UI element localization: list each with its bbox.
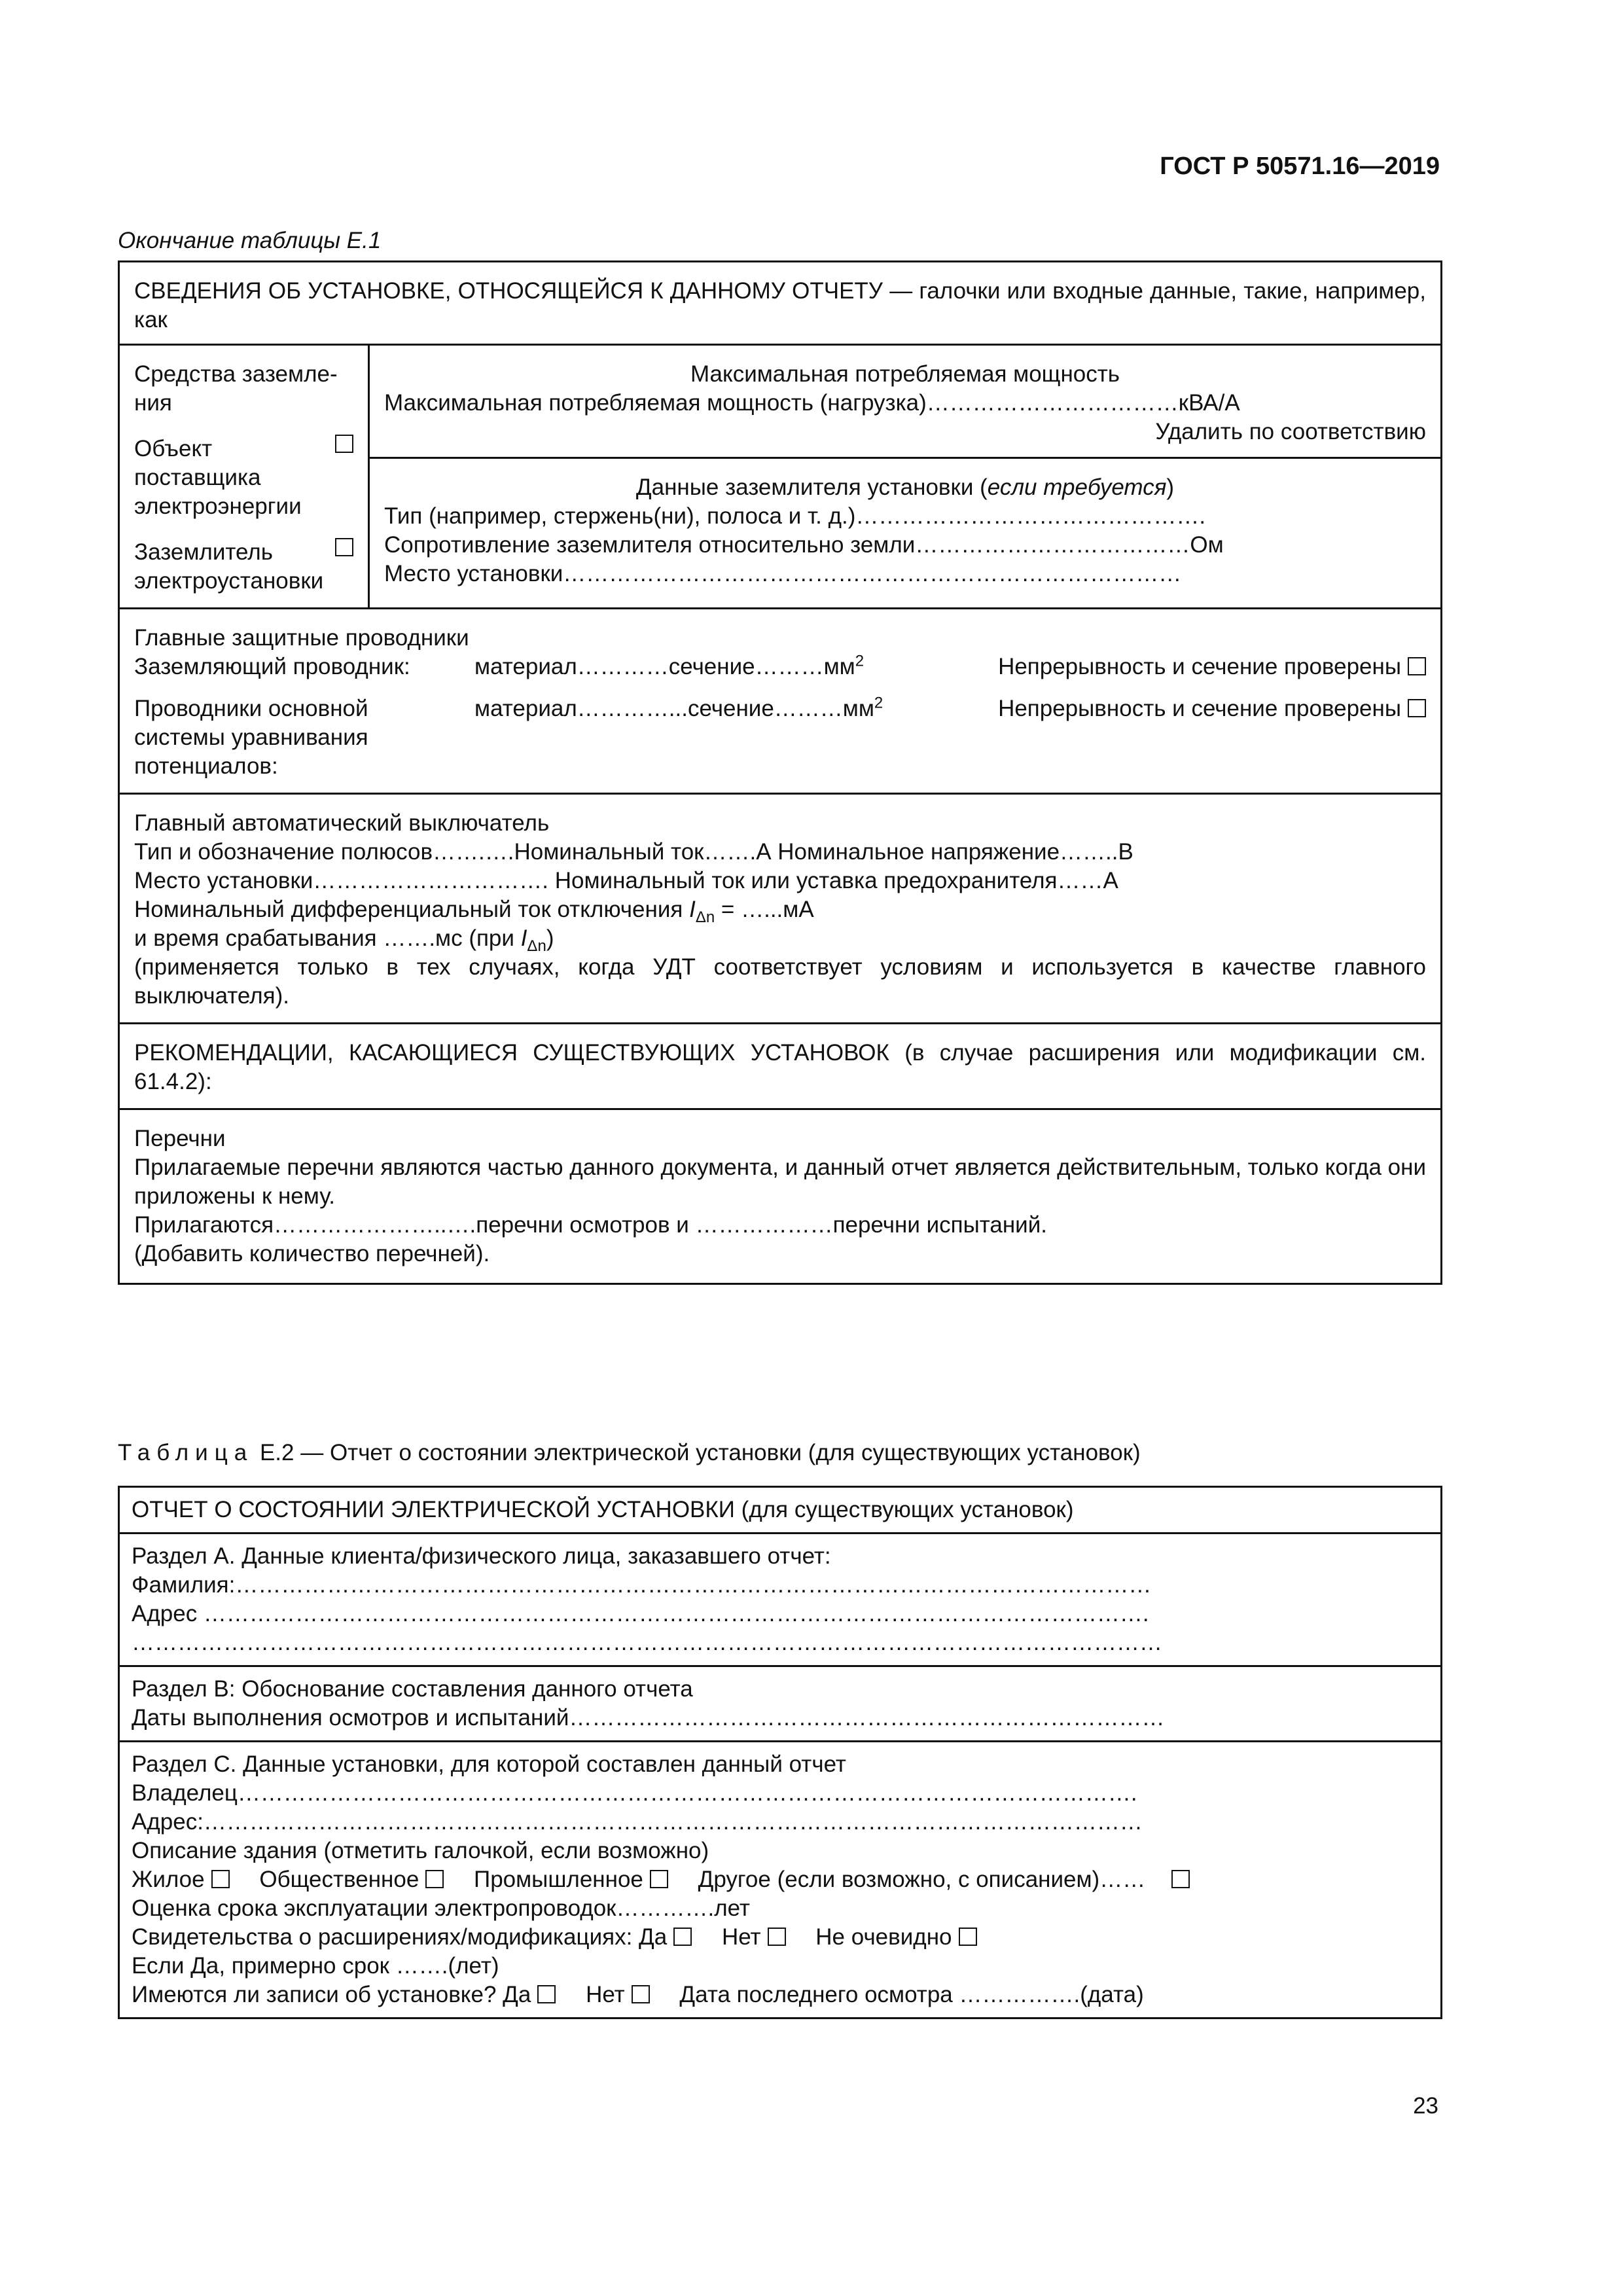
bonding-conductor-label: Проводники основной системы уравнивания потенциалов: <box>134 696 368 779</box>
public-checkbox[interactable] <box>425 1870 444 1888</box>
earthing-title-2: ния <box>134 390 172 416</box>
main-conductors-title: Главные защитные проводники <box>134 625 469 651</box>
installation-electrode-row <box>134 538 353 596</box>
client-extra-line: ……………………………………………………………………………………………………………………… <box>132 1630 1162 1655</box>
section-c-cell <box>119 1742 1442 2018</box>
client-surname: Фамилия:………………………………………………………………………………………………………… <box>132 1572 1152 1598</box>
table1-caption: Окончание таблицы Е.1 <box>118 228 382 253</box>
table-e2 <box>118 1486 1442 2019</box>
electrode-type-line: Тип (например, стержень(ни), полоса и т. д.)………………………………………. <box>384 503 1206 529</box>
section-a-cell <box>119 1534 1442 1666</box>
max-demand-line: Максимальная потребляемая мощность (нагрузка)……………………………кВА/А <box>384 390 1240 416</box>
supplier-facility-row <box>134 435 353 521</box>
earthing-conductor-material: $материал\dots\dots\dots\dots сечение\dots\dots\dots мм^2$ <box>474 652 865 679</box>
supplier-checkbox[interactable] <box>335 435 353 453</box>
main-switch-line2: Место установки…………………………. Номинальный ток или уставка предохранителя……А <box>134 868 1118 893</box>
section-b-title: Раздел В: Обоснование составления данного отчета <box>132 1676 693 1702</box>
electrode-data-title: Данные заземлителя установки (если требуется) <box>635 475 1175 501</box>
electrode-resistance-line: Сопротивление заземлителя относительно земли………………………………Ом <box>384 532 1224 558</box>
electrode-label-1: Заземлитель <box>134 539 273 565</box>
earthing-arrangements-cell <box>119 345 369 609</box>
main-switch-cell <box>119 794 1442 1024</box>
main-switch-line1: Тип и обозначение полюсов…….….Номинальный ток…….А Номинальное напряжение……..В <box>134 839 1133 865</box>
installation-owner: Владелец………………………………………………………………………………………………………. <box>132 1780 1137 1806</box>
bonding-continuity-checkbox[interactable] <box>1408 699 1426 717</box>
records-row: Имеются ли записи об установке? Да Нет Дата последнего осмотра …………….(дата) <box>132 1982 1144 2007</box>
bonding-conductor-row <box>134 694 1426 781</box>
earthing-title-1: Средства заземле- <box>134 361 338 387</box>
records-yes-checkbox[interactable] <box>537 1985 556 2003</box>
schedules-note: (Добавить количество перечней). <box>134 1241 490 1266</box>
section-a-title: Раздел А. Данные клиента/физического лица, заказавшего отчет: <box>132 1543 831 1569</box>
max-demand-title: Максимальная потребляемая мощность <box>690 361 1120 387</box>
schedules-text: Прилагаемые перечни являются частью данного документа, и данный отчет является действительным, только когда они приложены к нему. <box>134 1155 1426 1209</box>
supplier-label-1: Объект <box>134 436 213 461</box>
alterations-yes-checkbox[interactable] <box>673 1928 692 1946</box>
electrode-location-line: Место установки……………………………………………………………………… <box>384 561 1182 587</box>
section-c-title: Раздел С. Данные установки, для которой составлен данный отчет <box>132 1751 846 1777</box>
records-no-checkbox[interactable] <box>632 1985 650 2003</box>
schedules-cell <box>119 1109 1442 1284</box>
building-type-row: Жилое Общественное Промышленное Другое (если возможно, с описанием)…… <box>132 1865 1429 1894</box>
supplier-label-3: электроэнергии <box>134 493 302 519</box>
supplier-label-2: поставщика <box>134 465 261 490</box>
alterations-age: Если Да, примерно срок …….(лет) <box>132 1953 499 1979</box>
wiring-age: Оценка срока эксплуатации электропроводок………….лет <box>132 1895 750 1921</box>
earthing-continuity: Непрерывность и сечение проверены <box>959 653 1426 681</box>
installation-address: Адрес:…………………………………………………………………………………………………………… <box>132 1809 1143 1835</box>
alterations-no-checkbox[interactable] <box>768 1928 786 1946</box>
alterations-not-apparent-checkbox[interactable] <box>959 1928 977 1946</box>
electrode-data-cell <box>369 458 1442 609</box>
earthing-conductor-row <box>134 653 1426 681</box>
electrode-checkbox[interactable] <box>335 538 353 556</box>
table-e1 <box>118 260 1442 1285</box>
document-header: ГОСТ Р 50571.16—2019 <box>1160 152 1440 180</box>
page-number: 23 <box>1413 2093 1438 2119</box>
residential-checkbox[interactable] <box>211 1870 230 1888</box>
inspection-dates: Даты выполнения осмотров и испытаний…………………………………………………………………… <box>132 1705 1165 1731</box>
other-checkbox[interactable] <box>1171 1870 1190 1888</box>
main-switch-line4: и время срабатывания …….мс (при $I_{\Delta n}$) <box>134 925 554 955</box>
schedules-title: Перечни <box>134 1126 226 1151</box>
alterations-row: Свидетельства о расширениях/модификациях: Да Нет Не очевидно <box>132 1923 1429 1952</box>
report-title: ОТЧЕТ О СОСТОЯНИИ ЭЛЕКТРИЧЕСКОЙ УСТАНОВКИ (для существующих установок) <box>119 1487 1442 1534</box>
main-switch-line3: Номинальный дифференциальный ток отключения $I_{\Delta n}$ = …...мА <box>134 897 814 926</box>
earthing-continuity-checkbox[interactable] <box>1408 657 1426 675</box>
installation-intro: СВЕДЕНИЯ ОБ УСТАНОВКЕ, ОТНОСЯЩЕЙСЯ К ДАННОМУ ОТЧЕТУ — галочки или входные данные, такие, например, как <box>119 262 1442 345</box>
main-conductors-cell <box>119 609 1442 794</box>
table2-caption: Таблица Е.2 — Отчет о состоянии электрической установки (для существующих установок) <box>118 1440 1141 1465</box>
max-demand-cell <box>369 345 1442 458</box>
building-description: Описание здания (отметить галочкой, если возможно) <box>132 1838 709 1863</box>
schedules-attached: Прилагаются…………………..….перечни осмотров и ………………перечни испытаний. <box>134 1212 1048 1238</box>
client-address: Адрес ……………………………………………………………………………………………………………. <box>132 1601 1149 1626</box>
recommendations-cell: РЕКОМЕНДАЦИИ, КАСАЮЩИЕСЯ СУЩЕСТВУЮЩИХ УСТАНОВОК (в случае расширения или модификации см. 61.4.2): <box>119 1024 1442 1109</box>
main-switch-note: (применяется только в тех случаях, когда УДТ соответствует условиям и используется в качестве главного выключателя). <box>134 954 1426 1009</box>
electrode-label-2: электроустановки <box>134 568 324 594</box>
bonding-continuity: Непрерывность и сечение проверены <box>959 694 1426 723</box>
section-b-cell <box>119 1666 1442 1742</box>
earthing-conductor-label: Заземляющий проводник: <box>134 654 410 679</box>
main-switch-title: Главный автоматический выключатель <box>134 810 550 836</box>
max-demand-note: Удалить по соответствию <box>1155 419 1426 444</box>
bonding-conductor-material: $материал\dots\dots\dots\dots...сечение\dots\dots\dots мм^2$ <box>474 694 883 721</box>
industrial-checkbox[interactable] <box>650 1870 668 1888</box>
